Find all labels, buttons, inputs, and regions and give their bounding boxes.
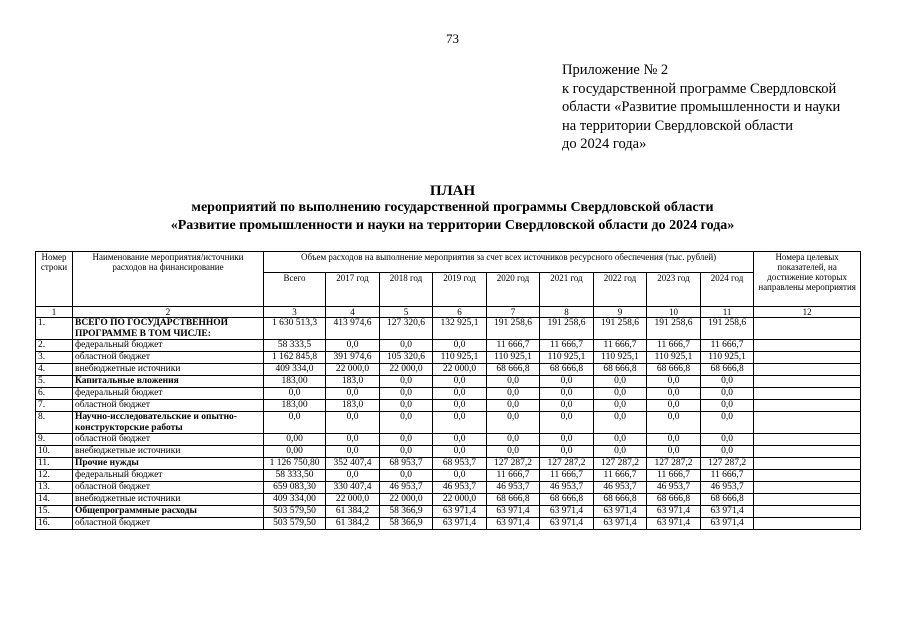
- table-row: [36, 376, 861, 388]
- value-cell: 11 666,7: [594, 470, 647, 482]
- header-year: 2023 год: [647, 273, 701, 307]
- target-cell: [754, 482, 861, 494]
- row-name: ВСЕГО ПО ГОСУДАРСТВЕННОЙ ПРОГРАММЕ В ТОМ ЧИСЛЕ:: [73, 318, 264, 340]
- value-cell: 63 971,4: [433, 518, 487, 530]
- value-cell: 22 000,0: [433, 494, 487, 506]
- table-row: [36, 458, 861, 470]
- value-cell: 58 366,9: [380, 518, 433, 530]
- value-cell: 132 925,1: [433, 318, 487, 340]
- row-name: Капитальные вложения: [73, 376, 264, 388]
- value-cell: 63 971,4: [540, 506, 594, 518]
- value-cell: 0,0: [487, 400, 540, 412]
- row-number: 13.: [36, 482, 73, 494]
- plan-subtitle: [0, 199, 905, 235]
- value-cell: 46 953,7: [594, 482, 647, 494]
- value-cell: 11 666,7: [540, 470, 594, 482]
- value-cell: 330 407,4: [326, 482, 380, 494]
- table-row: [36, 446, 861, 458]
- value-cell: 11 666,7: [594, 340, 647, 352]
- value-cell: 0,0: [433, 388, 487, 400]
- value-cell: 11 666,7: [647, 340, 701, 352]
- value-cell: 58 366,9: [380, 506, 433, 518]
- value-cell: 0,0: [594, 434, 647, 446]
- value-cell: 110 925,1: [433, 352, 487, 364]
- value-cell: 0,0: [701, 446, 754, 458]
- column-number: 10: [647, 307, 701, 318]
- row-number: 1.: [36, 318, 73, 340]
- value-cell: 61 384,2: [326, 506, 380, 518]
- value-cell: 0,0: [594, 376, 647, 388]
- value-cell: 0,0: [701, 400, 754, 412]
- value-cell: 110 925,1: [540, 352, 594, 364]
- value-cell: 63 971,4: [540, 518, 594, 530]
- header-row: [36, 252, 861, 273]
- value-cell: 63 971,4: [487, 518, 540, 530]
- header-targets: Номера целевых показателей, на достижение которых направлены мероприятия: [754, 252, 861, 307]
- value-cell: 503 579,50: [264, 506, 326, 518]
- column-number: 7: [487, 307, 540, 318]
- target-cell: [754, 506, 861, 518]
- value-cell: 0,0: [326, 340, 380, 352]
- table-row: [36, 364, 861, 376]
- table-row: [36, 388, 861, 400]
- appendix-line: до 2024 года»: [562, 136, 647, 152]
- row-name: Общепрограммные расходы: [73, 506, 264, 518]
- plan-subtitle-line: мероприятий по выполнению государственной программы Свердловской области: [191, 200, 714, 215]
- row-name: областной бюджет: [73, 518, 264, 530]
- value-cell: 0,0: [326, 412, 380, 434]
- value-cell: 0,0: [433, 340, 487, 352]
- value-cell: 46 953,7: [647, 482, 701, 494]
- value-cell: 1 630 513,3: [264, 318, 326, 340]
- target-cell: [754, 318, 861, 340]
- column-number-row: [36, 307, 861, 318]
- value-cell: 391 974,6: [326, 352, 380, 364]
- value-cell: 127 287,2: [647, 458, 701, 470]
- row-number: 4.: [36, 364, 73, 376]
- value-cell: 11 666,7: [487, 340, 540, 352]
- appendix-line: к государственной программе Свердловской: [562, 80, 837, 97]
- value-cell: 0,0: [540, 412, 594, 434]
- header-year: 2024 год: [701, 273, 754, 307]
- value-cell: 413 974,6: [326, 318, 380, 340]
- value-cell: 0,0: [380, 446, 433, 458]
- target-cell: [754, 494, 861, 506]
- row-number: 7.: [36, 400, 73, 412]
- value-cell: 63 971,4: [647, 506, 701, 518]
- target-cell: [754, 340, 861, 352]
- value-cell: 110 925,1: [487, 352, 540, 364]
- table-row: [36, 400, 861, 412]
- target-cell: [754, 352, 861, 364]
- value-cell: 0,0: [380, 470, 433, 482]
- row-number: 3.: [36, 352, 73, 364]
- value-cell: 191 258,6: [701, 318, 754, 340]
- value-cell: 183,0: [326, 376, 380, 388]
- target-cell: [754, 400, 861, 412]
- page-number: 73: [446, 31, 459, 46]
- value-cell: 0,0: [647, 446, 701, 458]
- value-cell: 0,0: [540, 434, 594, 446]
- value-cell: 127 320,6: [380, 318, 433, 340]
- value-cell: 183,00: [264, 376, 326, 388]
- row-name: областной бюджет: [73, 482, 264, 494]
- appendix-line: на территории Свердловской области: [562, 117, 794, 134]
- value-cell: 191 258,6: [594, 318, 647, 340]
- value-cell: 68 666,8: [487, 494, 540, 506]
- value-cell: 68 666,8: [487, 364, 540, 376]
- header-name: Наименование мероприятия/источники расходов на финансирование: [73, 252, 264, 307]
- value-cell: 68 953,7: [433, 458, 487, 470]
- row-number: 15.: [36, 506, 73, 518]
- value-cell: 46 953,7: [540, 482, 594, 494]
- row-number: 5.: [36, 376, 73, 388]
- value-cell: 68 666,8: [701, 364, 754, 376]
- row-name: областной бюджет: [73, 400, 264, 412]
- appendix-line: Приложение № 2: [562, 62, 669, 78]
- target-cell: [754, 446, 861, 458]
- value-cell: 0,00: [264, 446, 326, 458]
- value-cell: 0,0: [701, 388, 754, 400]
- row-name: федеральный бюджет: [73, 470, 264, 482]
- appendix-block: [562, 61, 892, 154]
- value-cell: 61 384,2: [326, 518, 380, 530]
- table-row: [36, 352, 861, 364]
- plan-title: ПЛАН: [429, 183, 476, 199]
- header-year: 2018 год: [380, 273, 433, 307]
- row-number: 12.: [36, 470, 73, 482]
- value-cell: 0,0: [326, 388, 380, 400]
- value-cell: 0,0: [433, 434, 487, 446]
- value-cell: 63 971,4: [433, 506, 487, 518]
- value-cell: 22 000,0: [380, 364, 433, 376]
- value-cell: 68 666,8: [647, 494, 701, 506]
- value-cell: 0,0: [540, 446, 594, 458]
- header-row-no: Номер строки: [36, 252, 73, 307]
- row-number: 9.: [36, 434, 73, 446]
- value-cell: 68 953,7: [380, 458, 433, 470]
- row-number: 10.: [36, 446, 73, 458]
- value-cell: 63 971,4: [647, 518, 701, 530]
- value-cell: 110 925,1: [647, 352, 701, 364]
- value-cell: 409 334,0: [264, 364, 326, 376]
- row-number: 8.: [36, 412, 73, 434]
- value-cell: 11 666,7: [701, 340, 754, 352]
- value-cell: 11 666,7: [540, 340, 594, 352]
- value-cell: 0,0: [433, 446, 487, 458]
- value-cell: 63 971,4: [701, 518, 754, 530]
- value-cell: 68 666,8: [594, 364, 647, 376]
- target-cell: [754, 458, 861, 470]
- value-cell: 0,0: [380, 340, 433, 352]
- value-cell: 0,0: [380, 434, 433, 446]
- value-cell: 105 320,6: [380, 352, 433, 364]
- value-cell: 63 971,4: [594, 506, 647, 518]
- value-cell: 0,0: [647, 434, 701, 446]
- value-cell: 191 258,6: [540, 318, 594, 340]
- target-cell: [754, 412, 861, 434]
- value-cell: 0,0: [701, 434, 754, 446]
- row-number: 14.: [36, 494, 73, 506]
- target-cell: [754, 364, 861, 376]
- row-number: 16.: [36, 518, 73, 530]
- header-year: 2019 год: [433, 273, 487, 307]
- value-cell: 127 287,2: [487, 458, 540, 470]
- row-name: федеральный бюджет: [73, 340, 264, 352]
- value-cell: 11 666,7: [487, 470, 540, 482]
- target-cell: [754, 434, 861, 446]
- value-cell: 46 953,7: [380, 482, 433, 494]
- target-cell: [754, 518, 861, 530]
- column-number: 1: [36, 307, 73, 318]
- value-cell: 0,0: [594, 412, 647, 434]
- value-cell: 110 925,1: [701, 352, 754, 364]
- value-cell: 22 000,0: [433, 364, 487, 376]
- value-cell: 0,0: [540, 388, 594, 400]
- target-cell: [754, 388, 861, 400]
- value-cell: 0,0: [594, 400, 647, 412]
- value-cell: 659 083,30: [264, 482, 326, 494]
- value-cell: 0,0: [540, 400, 594, 412]
- value-cell: 0,0: [594, 446, 647, 458]
- value-cell: 0,0: [647, 388, 701, 400]
- value-cell: 0,0: [326, 470, 380, 482]
- value-cell: 11 666,7: [701, 470, 754, 482]
- value-cell: 0,0: [487, 376, 540, 388]
- value-cell: 0,0: [701, 376, 754, 388]
- value-cell: 68 666,8: [647, 364, 701, 376]
- value-cell: 58 333,5: [264, 340, 326, 352]
- target-cell: [754, 470, 861, 482]
- value-cell: 0,0: [487, 388, 540, 400]
- value-cell: 46 953,7: [433, 482, 487, 494]
- value-cell: 22 000,0: [326, 364, 380, 376]
- table-row: [36, 470, 861, 482]
- column-number: 4: [326, 307, 380, 318]
- header-year: 2022 год: [594, 273, 647, 307]
- column-number: 2: [73, 307, 264, 318]
- row-number: 11.: [36, 458, 73, 470]
- value-cell: 110 925,1: [594, 352, 647, 364]
- value-cell: 46 953,7: [701, 482, 754, 494]
- value-cell: 63 971,4: [701, 506, 754, 518]
- value-cell: 352 407,4: [326, 458, 380, 470]
- column-number: 9: [594, 307, 647, 318]
- value-cell: 0,0: [380, 412, 433, 434]
- value-cell: 0,0: [264, 388, 326, 400]
- header-year: 2020 год: [487, 273, 540, 307]
- value-cell: 0,0: [433, 400, 487, 412]
- value-cell: 0,0: [264, 412, 326, 434]
- value-cell: 0,0: [380, 376, 433, 388]
- value-cell: 68 666,8: [594, 494, 647, 506]
- value-cell: 46 953,7: [487, 482, 540, 494]
- value-cell: 0,0: [594, 388, 647, 400]
- appendix-line: области «Развитие промышленности и науки: [562, 99, 841, 115]
- row-name: областной бюджет: [73, 352, 264, 364]
- value-cell: 183,0: [326, 400, 380, 412]
- row-name: внебюджетные источники: [73, 494, 264, 506]
- row-name: федеральный бюджет: [73, 388, 264, 400]
- column-number: 5: [380, 307, 433, 318]
- value-cell: 63 971,4: [594, 518, 647, 530]
- value-cell: 0,0: [433, 376, 487, 388]
- value-cell: 183,00: [264, 400, 326, 412]
- value-cell: 0,00: [264, 434, 326, 446]
- target-cell: [754, 376, 861, 388]
- table-row: [36, 494, 861, 506]
- value-cell: 0,0: [647, 376, 701, 388]
- value-cell: 1 162 845,8: [264, 352, 326, 364]
- column-number: 6: [433, 307, 487, 318]
- value-cell: 127 287,2: [701, 458, 754, 470]
- row-name: Научно-исследовательские и опытно-конструкторские работы: [73, 412, 264, 434]
- table-row: [36, 482, 861, 494]
- column-number: 12: [754, 307, 861, 318]
- header-year: 2021 год: [540, 273, 594, 307]
- value-cell: 191 258,6: [487, 318, 540, 340]
- header-total: Всего: [264, 273, 326, 307]
- value-cell: 68 666,8: [540, 494, 594, 506]
- table-row: [36, 412, 861, 434]
- table-row: [36, 434, 861, 446]
- value-cell: 0,0: [701, 412, 754, 434]
- value-cell: 22 000,0: [326, 494, 380, 506]
- value-cell: 0,0: [487, 412, 540, 434]
- value-cell: 0,0: [487, 446, 540, 458]
- value-cell: 0,0: [540, 376, 594, 388]
- table-row: [36, 506, 861, 518]
- value-cell: 1 126 750,80: [264, 458, 326, 470]
- header-volume: Объем расходов на выполнение мероприятия за счет всех источников ресурсного обеспечения (тыс. рублей): [264, 252, 754, 273]
- header-year: 2017 год: [326, 273, 380, 307]
- column-number: 8: [540, 307, 594, 318]
- value-cell: 0,0: [487, 434, 540, 446]
- plan-subtitle-line: «Развитие промышленности и науки на территории Свердловской области до 2024 года»: [170, 218, 735, 233]
- plan-table: [35, 251, 861, 530]
- value-cell: 63 971,4: [487, 506, 540, 518]
- value-cell: 127 287,2: [594, 458, 647, 470]
- value-cell: 0,0: [326, 434, 380, 446]
- row-name: внебюджетные источники: [73, 364, 264, 376]
- row-name: Прочие нужды: [73, 458, 264, 470]
- value-cell: 0,0: [433, 470, 487, 482]
- value-cell: 0,0: [380, 388, 433, 400]
- value-cell: 58 333,50: [264, 470, 326, 482]
- value-cell: 0,0: [647, 400, 701, 412]
- value-cell: 11 666,7: [647, 470, 701, 482]
- row-name: внебюджетные источники: [73, 446, 264, 458]
- table-row: [36, 318, 861, 340]
- value-cell: 68 666,8: [540, 364, 594, 376]
- column-number: 11: [701, 307, 754, 318]
- value-cell: 127 287,2: [540, 458, 594, 470]
- value-cell: 0,0: [380, 400, 433, 412]
- row-number: 6.: [36, 388, 73, 400]
- value-cell: 0,0: [647, 412, 701, 434]
- value-cell: 22 000,0: [380, 494, 433, 506]
- value-cell: 0,0: [433, 412, 487, 434]
- value-cell: 409 334,00: [264, 494, 326, 506]
- row-number: 2.: [36, 340, 73, 352]
- value-cell: 191 258,6: [647, 318, 701, 340]
- table-row: [36, 340, 861, 352]
- row-name: областной бюджет: [73, 434, 264, 446]
- column-number: 3: [264, 307, 326, 318]
- table-row: [36, 518, 861, 530]
- value-cell: 503 579,50: [264, 518, 326, 530]
- value-cell: 0,0: [326, 446, 380, 458]
- value-cell: 68 666,8: [701, 494, 754, 506]
